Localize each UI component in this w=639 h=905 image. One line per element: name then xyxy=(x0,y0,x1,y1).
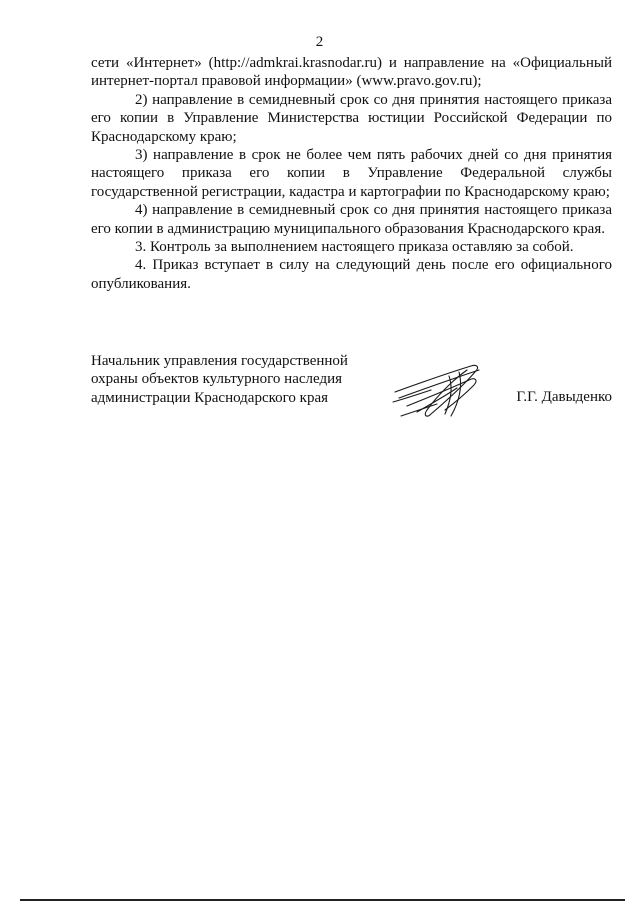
paragraph-clause-3: 3. Контроль за выполнением настоящего приказа оставляю за собой. xyxy=(135,239,574,256)
document-body xyxy=(91,54,612,293)
signature-block xyxy=(91,352,612,422)
page-number: 2 xyxy=(315,34,324,50)
paragraph-item-4: 4) направление в семидневный срок со дня принятия настоящего приказа его копии в администрацию муниципального образования Краснодарского края. xyxy=(91,202,612,237)
paragraph-intro-continuation: сети «Интернет» (http://admkrai.krasnodar.ru) и направление на «Официальный интернет-портал правовой информации» (www.pravo.gov.ru); xyxy=(91,55,612,90)
signer-position-line-3: администрации Краснодарского края xyxy=(91,389,329,406)
paragraph-item-2: 2) направление в семидневный срок со дня принятия настоящего приказа его копии в Управление Министерства юстиции Российской Федерации по Краснодарскому краю; xyxy=(91,91,612,145)
bottom-rule xyxy=(20,899,625,901)
signer-position xyxy=(91,352,348,407)
signer-position-line-2: охраны объектов культурного наследия xyxy=(91,371,343,388)
paragraph-item-3: 3) направление в срок не более чем пять рабочих дней со дня принятия настоящего приказа его копии в Управление Федеральной службы государственной регистрации, кадастра и картографии по Краснодарскому краю; xyxy=(91,147,612,200)
handwritten-signature xyxy=(387,358,497,422)
paragraph-clause-4: 4. Приказ вступает в силу на следующий день после его официального опубликования. xyxy=(91,257,612,292)
signer-name: Г.Г. Давыденко xyxy=(516,389,612,405)
signer-position-line-1: Начальник управления государственной xyxy=(91,353,348,369)
